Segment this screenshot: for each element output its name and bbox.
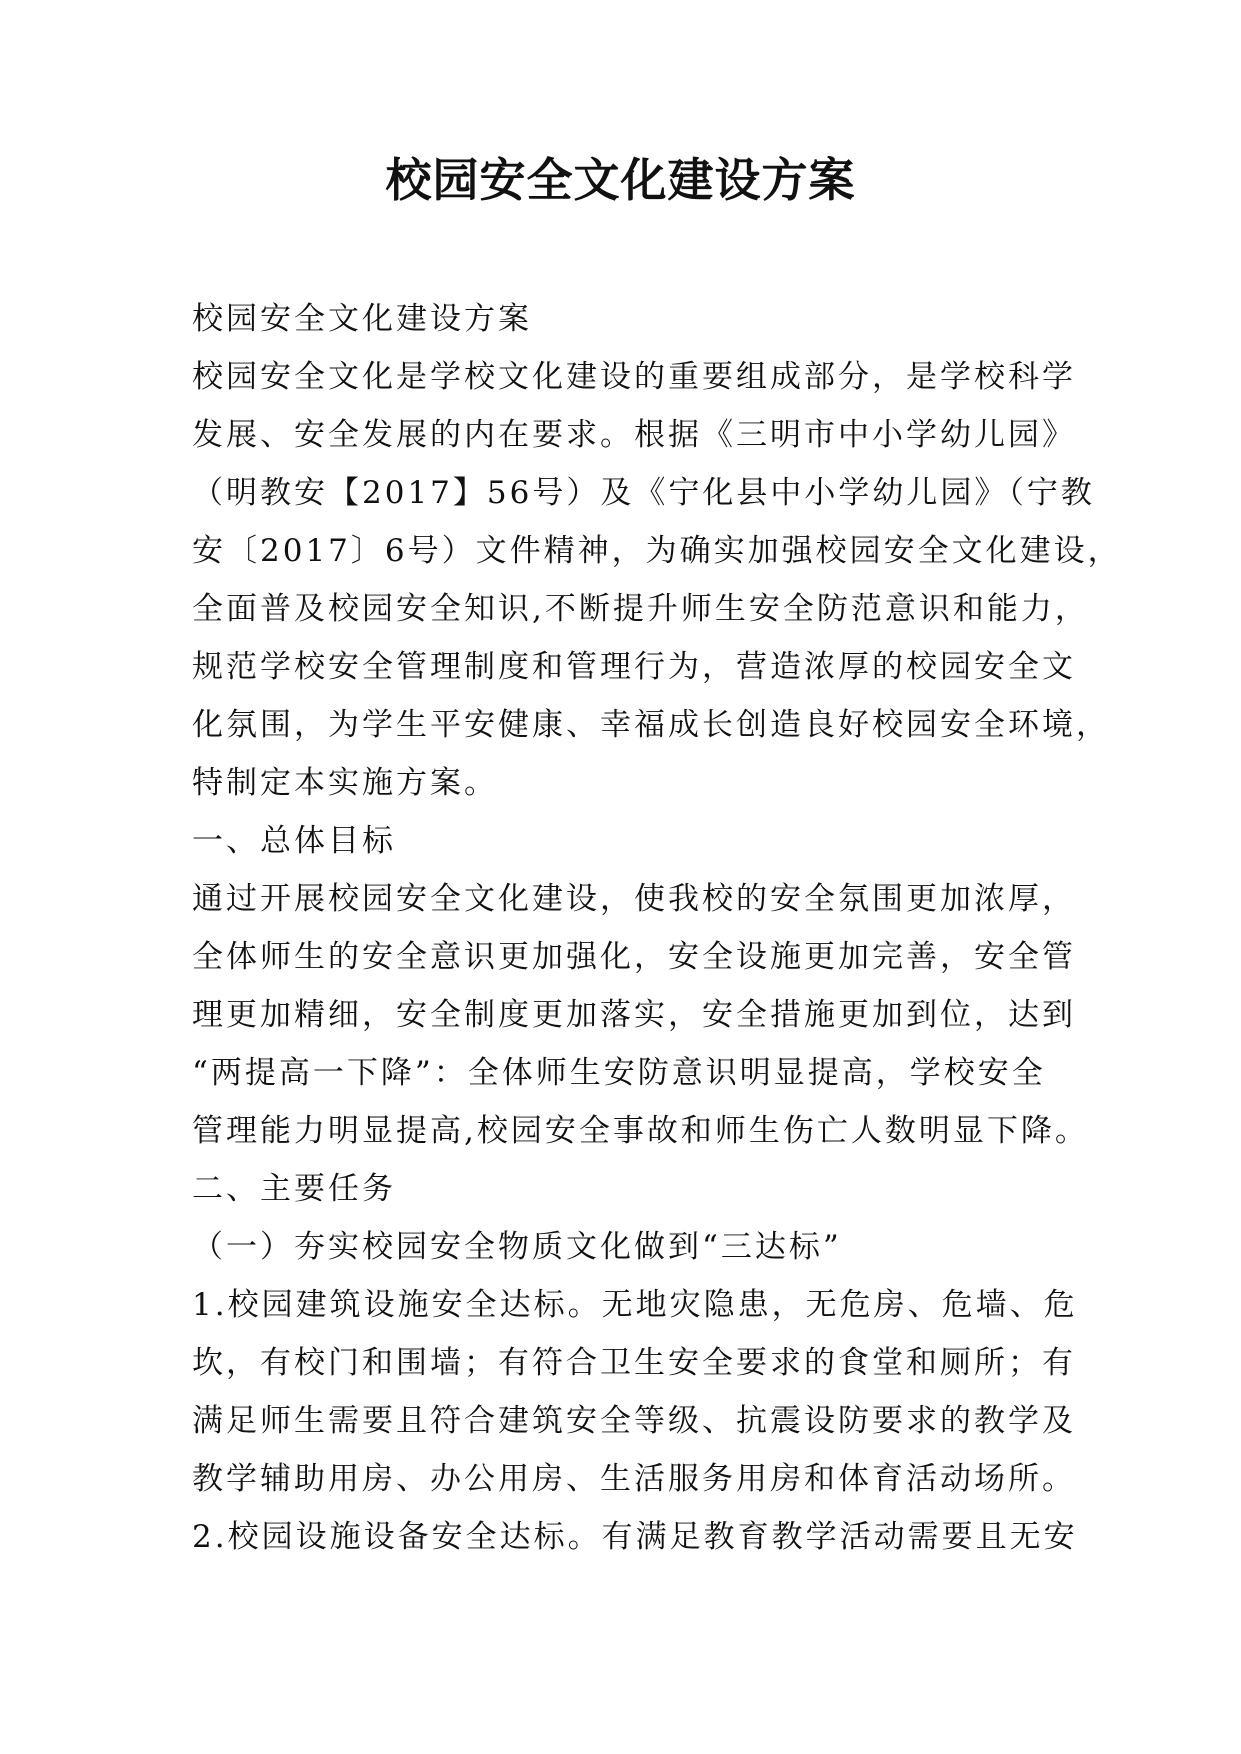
section-heading: 一、总体目标 xyxy=(192,823,396,859)
body-line: 安〔2017〕6号）文件精神，为确实加强校园安全文化建设， xyxy=(192,533,1122,569)
body-line: 理更加精细，安全制度更加落实，安全措施更加到位，达到 xyxy=(192,997,1076,1033)
body-line: 全面普及校园安全知识,不断提升师生安全防范意识和能力， xyxy=(192,591,1089,627)
body-line: 全体师生的安全意识更加强化，安全设施更加完善，安全管 xyxy=(192,939,1076,975)
body-line: （明教安【2017】56号）及《宁化县中小学幼儿园》（宁教 xyxy=(192,475,1095,511)
body-line: 规范学校安全管理制度和管理行为，营造浓厚的校园安全文 xyxy=(192,649,1076,685)
body-line: 通过开展校园安全文化建设，使我校的安全氛围更加浓厚， xyxy=(192,881,1076,917)
body-line: 校园安全文化建设方案 xyxy=(192,301,532,337)
body-line: 教学辅助用房、办公用房、生活服务用房和体育活动场所。 xyxy=(192,1461,1076,1497)
body-line: “两提高一下降”：全体师生安防意识明显提高，学校安全 xyxy=(192,1055,1046,1091)
body-line: 管理能力明显提高,校园安全事故和师生伤亡人数明显下降。 xyxy=(192,1113,1089,1149)
document-body xyxy=(192,290,1122,1566)
section-heading: 二、主要任务 xyxy=(192,1171,396,1207)
body-line: 化氛围，为学生平安健康、幸福成长创造良好校园安全环境， xyxy=(192,707,1110,743)
body-line: 2.校园设施设备安全达标。有满足教育教学活动需要且无安 xyxy=(192,1519,1078,1555)
body-line: 校园安全文化是学校文化建设的重要组成部分，是学校科学 xyxy=(192,359,1076,395)
body-line: 1.校园建筑设施安全达标。无地灾隐患，无危房、危墙、危 xyxy=(192,1287,1078,1323)
body-line: 坎，有校门和围墙；有符合卫生安全要求的食堂和厕所；有 xyxy=(192,1345,1076,1381)
body-line: 特制定本实施方案。 xyxy=(192,765,498,801)
body-line: 发展、安全发展的内在要求。根据《三明市中小学幼儿园》 xyxy=(192,417,1076,453)
body-line: 满足师生需要且符合建筑安全等级、抗震设防要求的教学及 xyxy=(192,1403,1076,1439)
subsection-heading: （一）夯实校园安全物质文化做到“三达标” xyxy=(192,1229,842,1265)
document-title: 校园安全文化建设方案 xyxy=(385,153,856,207)
